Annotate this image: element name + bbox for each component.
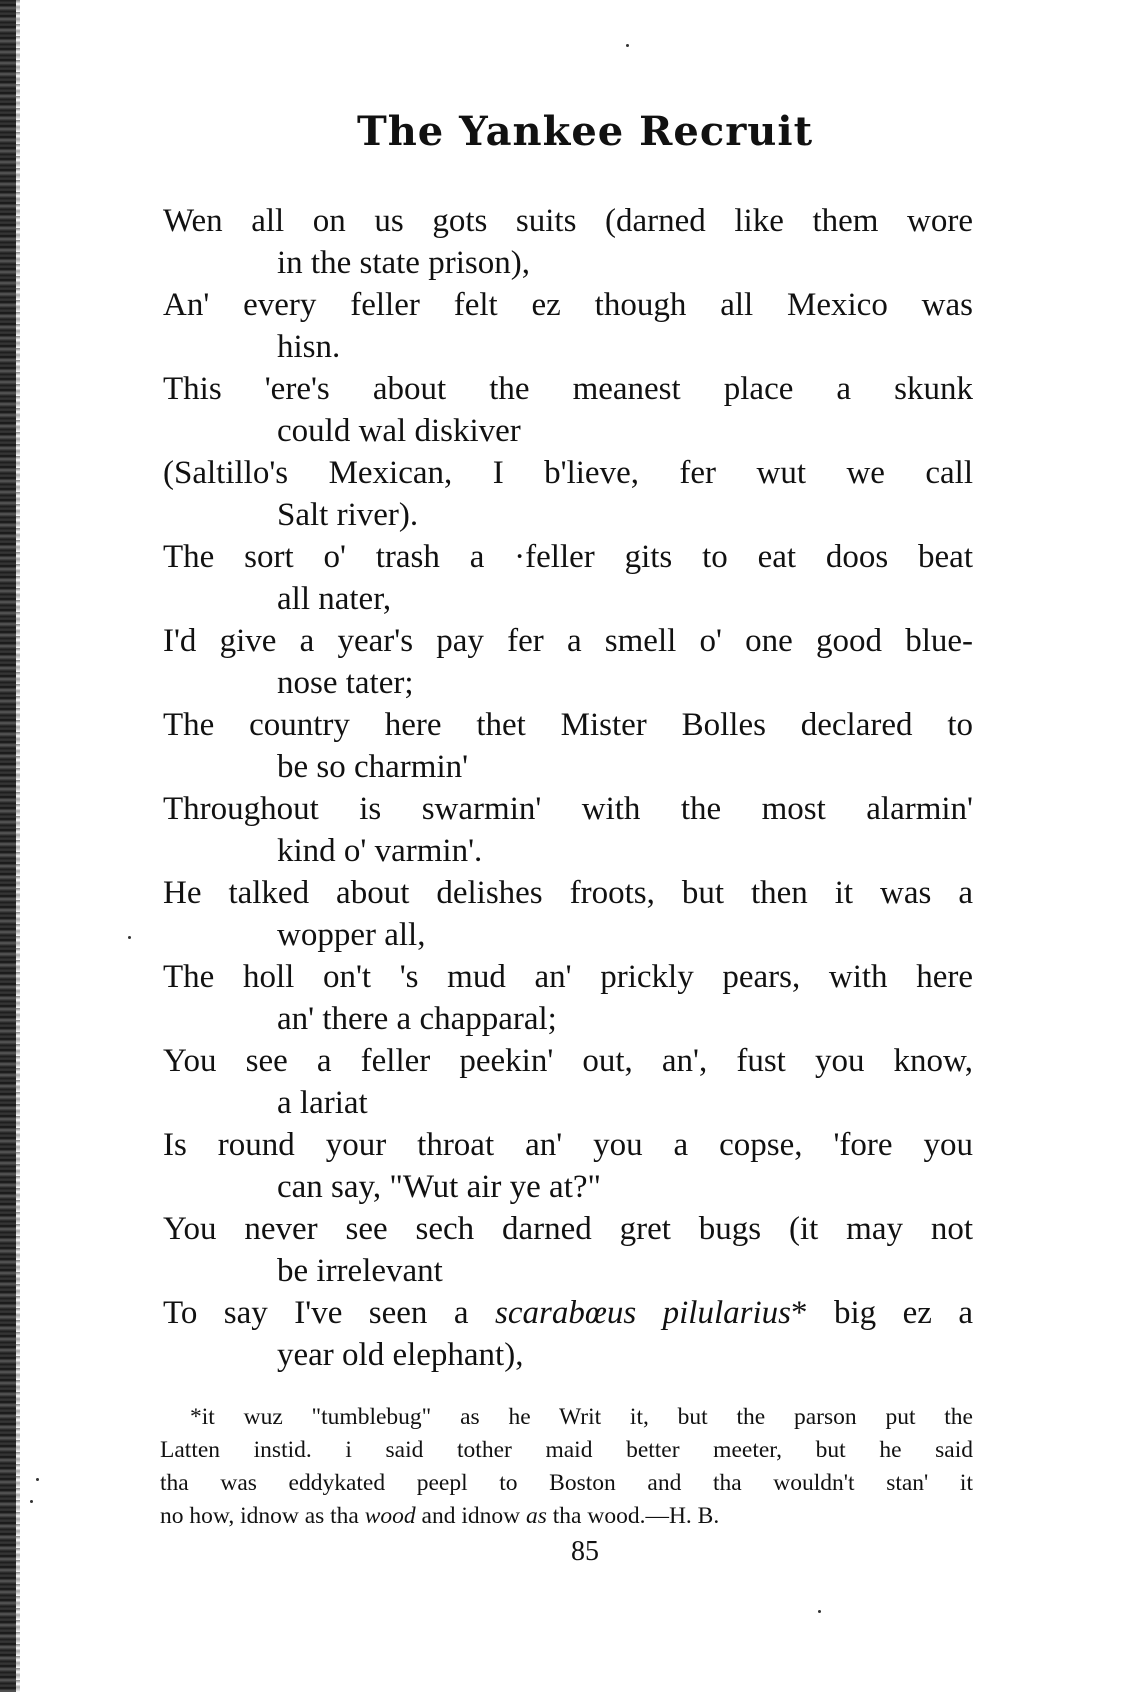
page-number: 85 xyxy=(571,1536,599,1567)
footnote-line: *it wuz "tumblebug" as he Writ it, but the parson put the xyxy=(190,1404,973,1430)
poem-line-continuation: a lariat xyxy=(277,1085,368,1121)
scan-speck xyxy=(36,1478,39,1481)
scan-speck xyxy=(128,936,131,939)
poem-line-continuation: all nater, xyxy=(277,581,392,617)
poem-line-continuation: could wal diskiver xyxy=(277,413,521,449)
page-spine-shadow xyxy=(0,0,16,1692)
footnote-italic-wood: wood xyxy=(364,1503,416,1529)
poem-text: To say I've seen a xyxy=(163,1295,495,1331)
poem-line-continuation: year old elephant), xyxy=(277,1337,524,1373)
poem-line: You see a feller peekin' out, an', fust you know, xyxy=(163,1043,973,1079)
poem-line: (Saltillo's Mexican, I b'lieve, fer wut we call xyxy=(163,455,973,491)
page-title: The Yankee Recruit xyxy=(356,108,814,155)
poem-line-continuation: be so charmin' xyxy=(277,749,469,785)
scan-speck xyxy=(626,44,629,47)
poem-line: The country here thet Mister Bolles declared to xyxy=(163,707,973,743)
poem-line: He talked about delishes froots, but then it was a xyxy=(163,875,973,911)
footnote xyxy=(160,1401,973,1533)
poem-line-continuation: an' there a chapparal; xyxy=(277,1001,557,1037)
footnote-text: and idnow xyxy=(415,1503,526,1529)
footnote-line xyxy=(160,1500,973,1533)
scan-speck xyxy=(818,1610,821,1613)
poem-line-continuation: can say, "Wut air ye at?" xyxy=(277,1169,601,1205)
poem-line: The sort o' trash a ·feller gits to eat doos beat xyxy=(163,539,973,575)
poem-line xyxy=(163,1292,973,1334)
poem-line: You never see sech darned gret bugs (it may not xyxy=(163,1211,973,1247)
footnote-line: Latten instid. i said tother maid better meeter, but he said xyxy=(160,1437,973,1463)
poem-line-continuation: hisn. xyxy=(277,329,341,365)
poem-line: Wen all on us gots suits (darned like them wore xyxy=(163,203,973,239)
poem-line-continuation: wopper all, xyxy=(277,917,426,953)
poem-line-continuation: be irrelevant xyxy=(277,1253,443,1289)
poem-text: * big ez a xyxy=(791,1295,974,1331)
poem-line: I'd give a year's pay fer a smell o' one good blue- xyxy=(163,623,973,659)
footnote-text: no how, idnow as tha xyxy=(160,1503,365,1529)
poem-line: The holl on't 's mud an' prickly pears, with here xyxy=(163,959,973,995)
poem-line-continuation: nose tater; xyxy=(277,665,414,701)
poem-line: Is round your throat an' you a copse, 'fore you xyxy=(163,1127,973,1163)
poem-line-continuation: Salt river). xyxy=(277,497,419,533)
scan-speck xyxy=(30,1500,33,1503)
footnote-line: tha was eddykated peepl to Boston and tha wouldn't stan' it xyxy=(160,1470,973,1496)
footnote-text: tha wood.—H. B. xyxy=(546,1503,720,1529)
poem-body xyxy=(163,200,973,1376)
latin-name: scarabœus pilularius xyxy=(495,1295,792,1331)
poem-line: Throughout is swarmin' with the most alarmin' xyxy=(163,791,973,827)
poem-line-continuation: kind o' varmin'. xyxy=(277,833,483,869)
poem-line-continuation: in the state prison), xyxy=(277,245,530,281)
page-spine-edge xyxy=(16,0,20,1692)
footnote-italic-as: as xyxy=(525,1503,547,1529)
poem-line: An' every feller felt ez though all Mexico was xyxy=(163,287,973,323)
poem-line: This 'ere's about the meanest place a skunk xyxy=(163,371,973,407)
